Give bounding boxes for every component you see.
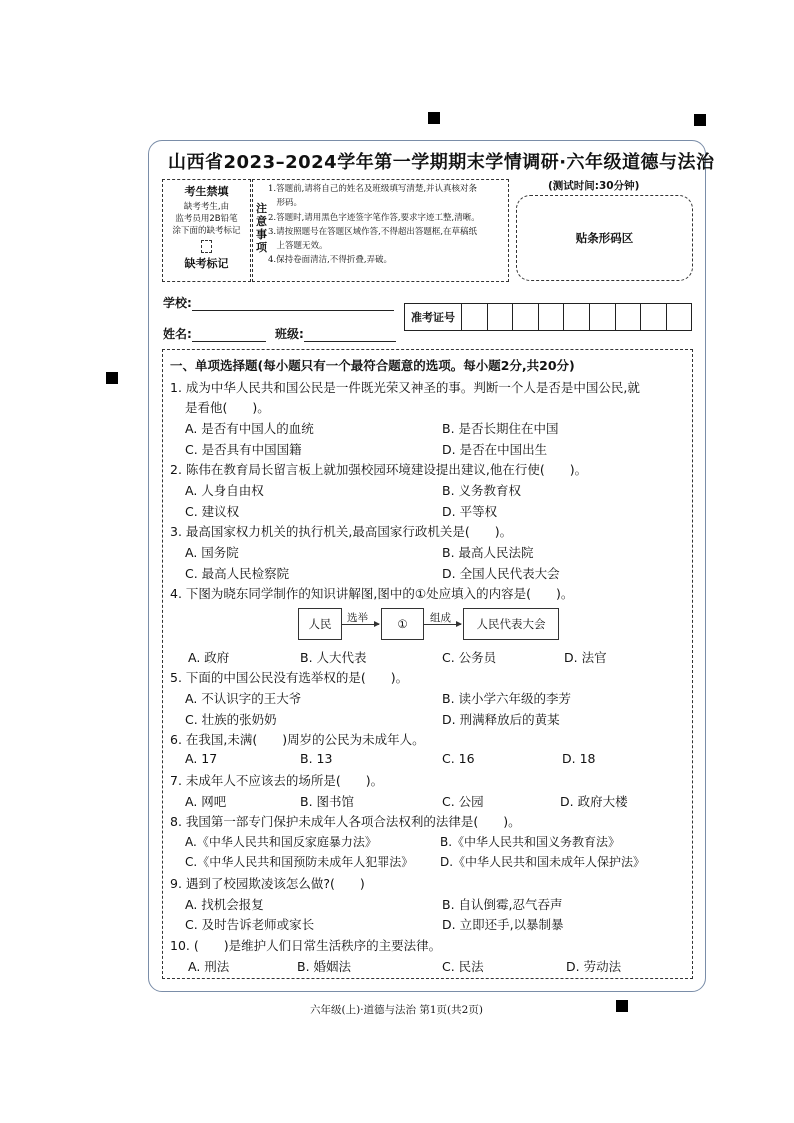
option[interactable]: B. 是否长期住在中国	[442, 421, 559, 436]
diagram-arrow	[341, 624, 379, 625]
class-field: 班级:	[275, 325, 396, 342]
option[interactable]: A. 不认识字的王大爷	[185, 691, 302, 706]
option[interactable]: D. 18	[562, 751, 596, 766]
registration-mark	[428, 112, 440, 124]
option[interactable]: D. 法官	[564, 650, 607, 665]
question-stem: 7. 未成年人不应该去的场所是( )。	[170, 773, 384, 788]
school-field: 学校:	[163, 294, 394, 311]
option[interactable]: A. 找机会报复	[185, 897, 264, 912]
option[interactable]: D. 刑满释放后的黄某	[442, 712, 560, 727]
option[interactable]: C. 及时告诉老师或家长	[185, 917, 315, 932]
question-stem: 9. 遇到了校园欺凌该怎么做?( )	[170, 876, 365, 891]
exam-id-cell[interactable]	[641, 304, 667, 330]
absent-box	[162, 179, 251, 282]
question-stem: 6. 在我国,未满( )周岁的公民为未成年人。	[170, 732, 425, 747]
question-stem: 3. 最高国家权力机关的执行机关,最高国家行政机关是( )。	[170, 524, 513, 539]
option[interactable]: A. 17	[185, 751, 218, 766]
exam-id-cell[interactable]	[488, 304, 514, 330]
option[interactable]: D. 立即还手,以暴制暴	[442, 917, 564, 932]
option[interactable]: A.《中华人民共和国反家庭暴力法》	[185, 835, 377, 849]
option[interactable]: D. 劳动法	[566, 959, 622, 974]
registration-mark	[616, 1000, 628, 1012]
option[interactable]: B. 读小学六年级的李芳	[442, 691, 572, 706]
option[interactable]: A. 政府	[188, 650, 230, 665]
diagram-arrow-label: 选举	[347, 612, 368, 624]
diagram-box-blank: ①	[381, 608, 424, 640]
question-stem: 2. 陈伟在教育局长留言板上就加强校园环境建设提出建议,他在行使( )。	[170, 462, 588, 477]
option[interactable]: A. 刑法	[188, 959, 230, 974]
absent-box-text: 涂下面的缺考标记	[172, 226, 241, 236]
registration-mark	[694, 114, 706, 126]
exam-id-cell[interactable]	[539, 304, 565, 330]
diagram-arrow	[423, 624, 461, 625]
notice-text: 1.答题前,请将自己的姓名及班级填写清楚,并认真核对条 形码。 2.答题时,请用黑色字迹签字笔作答,要求字迹工整,清晰。 3.请按照题号在答题区域作答,不得超出答题框,在草稿纸 上答题无效。 4.保持卷面清洁,不得折叠,弄破。	[268, 184, 480, 266]
question-stem: 10. ( )是维护人们日常生活秩序的主要法律。	[170, 938, 442, 953]
absent-box-footer: 缺考标记	[184, 257, 229, 270]
class-input[interactable]	[304, 329, 396, 342]
question-stem: 1. 成为中华人民共和国公民是一件既光荣又神圣的事。判断一个人是否是中国公民,就	[170, 380, 640, 395]
option[interactable]: A. 网吧	[185, 794, 227, 809]
diagram-arrow-label: 组成	[430, 612, 451, 624]
option[interactable]: C. 民法	[442, 959, 484, 974]
page-footer: 六年级(上)·道德与法治 第1页(共2页)	[310, 1004, 483, 1016]
exam-id-cell[interactable]	[513, 304, 539, 330]
diagram-box-congress: 人民代表大会	[463, 608, 559, 640]
option[interactable]: D. 平等权	[442, 504, 498, 519]
option[interactable]: C. 壮族的张奶奶	[185, 712, 277, 727]
absent-box-text: 监考员用2B铅笔	[175, 214, 238, 224]
exam-id-grid[interactable]	[404, 303, 692, 331]
name-field: 姓名:	[163, 325, 266, 342]
option[interactable]: C. 最高人民检察院	[185, 566, 290, 581]
option[interactable]: B. 13	[300, 751, 333, 766]
absent-box-text: 缺考考生,由	[183, 202, 230, 212]
option[interactable]: D.《中华人民共和国未成年人保护法》	[440, 855, 646, 869]
diagram-box-people: 人民	[298, 608, 342, 640]
page-title: 山西省2023–2024学年第一学期期末学情调研·六年级道德与法治	[168, 152, 715, 173]
section-heading: 一、单项选择题(每小题只有一个最符合题意的选项。每小题2分,共20分)	[170, 358, 575, 373]
option[interactable]: C. 建议权	[185, 504, 240, 519]
exam-id-cell[interactable]	[564, 304, 590, 330]
exam-id-cell[interactable]	[616, 304, 642, 330]
option[interactable]: D. 政府大楼	[560, 794, 628, 809]
absent-box-heading: 考生禁填	[184, 185, 229, 198]
option[interactable]: B. 自认倒霉,忍气吞声	[442, 897, 563, 912]
exam-id-cell[interactable]	[590, 304, 616, 330]
option[interactable]: B. 图书馆	[300, 794, 355, 809]
option[interactable]: D. 全国人民代表大会	[442, 566, 560, 581]
test-time: (测试时间:30分钟)	[548, 180, 640, 192]
option[interactable]: B.《中华人民共和国义务教育法》	[440, 835, 621, 849]
barcode-area: 贴条形码区	[516, 195, 693, 281]
option[interactable]: B. 义务教育权	[442, 483, 522, 498]
option[interactable]: C. 公务员	[442, 650, 497, 665]
question-stem: 是看他( )。	[185, 400, 270, 415]
option[interactable]: C. 16	[442, 751, 475, 766]
option[interactable]: C. 公园	[442, 794, 484, 809]
name-input[interactable]	[192, 329, 266, 342]
exam-id-cell[interactable]	[667, 304, 692, 330]
question-stem: 4. 下图为晓东同学制作的知识讲解图,图中的①处应填入的内容是( )。	[170, 586, 574, 601]
exam-id-cell[interactable]	[462, 304, 488, 330]
question-stem: 8. 我国第一部专门保护未成年人各项合法权利的法律是( )。	[170, 814, 521, 829]
question-stem: 5. 下面的中国公民没有选举权的是( )。	[170, 670, 409, 685]
option[interactable]: B. 最高人民法院	[442, 545, 534, 560]
notice-label: 注 意 事 项	[256, 202, 267, 254]
option[interactable]: C. 是否具有中国国籍	[185, 442, 302, 457]
option[interactable]: A. 是否有中国人的血统	[185, 421, 314, 436]
option[interactable]: A. 国务院	[185, 545, 239, 560]
option[interactable]: A. 人身自由权	[185, 483, 264, 498]
exam-id-label: 准考证号	[405, 304, 462, 330]
school-input[interactable]	[192, 298, 394, 311]
option[interactable]: B. 婚姻法	[297, 959, 352, 974]
absent-mark-checkbox[interactable]	[201, 240, 212, 253]
option[interactable]: B. 人大代表	[300, 650, 367, 665]
registration-mark	[106, 372, 118, 384]
option[interactable]: D. 是否在中国出生	[442, 442, 548, 457]
option[interactable]: C.《中华人民共和国预防未成年人犯罪法》	[185, 855, 414, 869]
